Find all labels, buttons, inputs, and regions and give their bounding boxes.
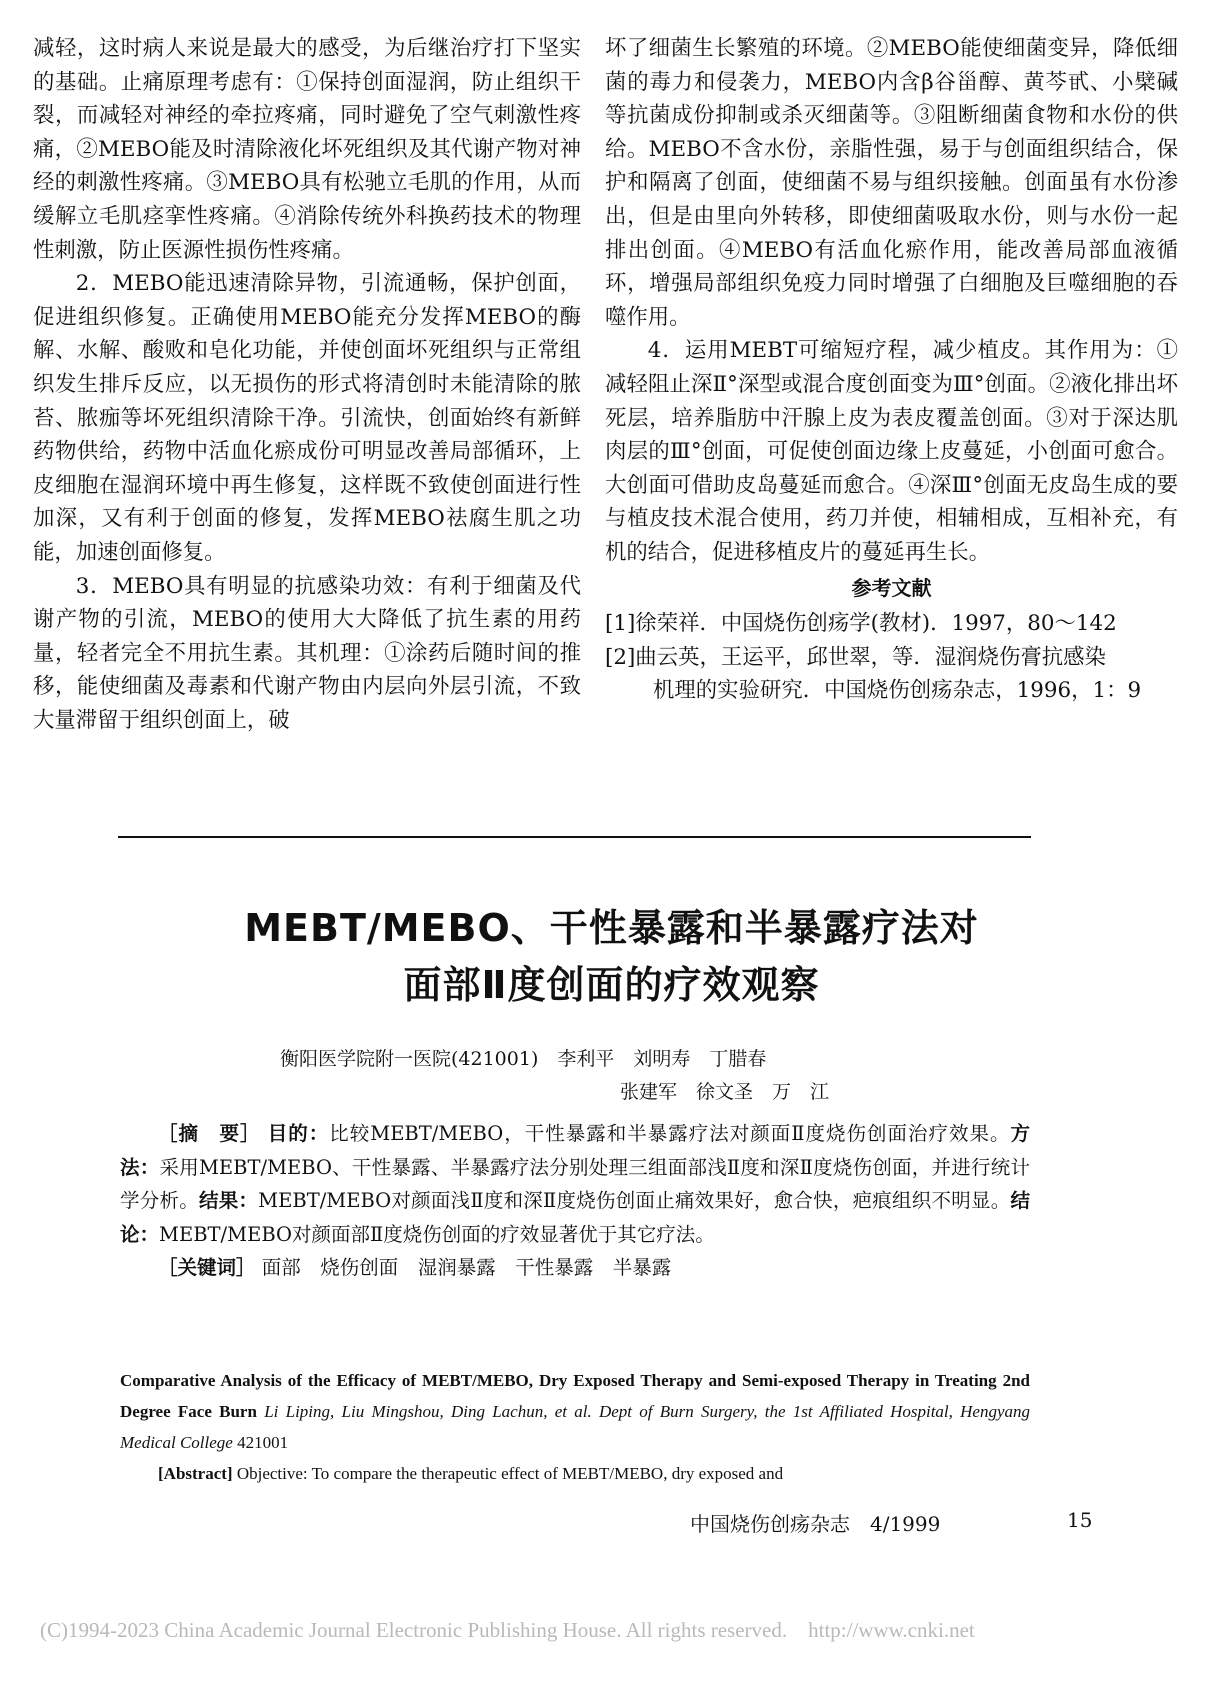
copyright-notice: (C)1994-2023 China Academic Journal Electronic Publishing House. All rights reserved. http://www.cnki.net [40, 1618, 975, 1642]
author-affiliation [280, 1043, 920, 1109]
english-authors: Li Liping, Liu Mingshou, Ding Lachun, et al. [264, 1402, 592, 1421]
article-title [0, 900, 1223, 1014]
conclusion-text: MEBT/MEBO对颜面部Ⅱ度烧伤创面的疗效显著优于其它疗法。 [159, 1222, 715, 1246]
english-dept: Dept of Burn Surgery, the 1st Affiliated Hospital, Hengyang Medical College [120, 1402, 1031, 1452]
english-abstract-body [120, 1458, 1030, 1489]
right-paragraph-1: 坏了细菌生长繁殖的环境。②MEBO能使细菌变异，降低细菌的毒力和侵袭力，MEBO内含β谷甾醇、黄芩甙、小檗碱等抗菌成份抑制或杀灭细菌等。③阻断细菌食物和水份的供给。MEBO不含水份，亲脂性强，易于与创面组织结合，保护和隔离了创面，使细菌不易与组织接触。创面虽有水份渗出，但是由里向外转移，即使细菌吸取水份，则与水份一起排出创面。④MEBO有活血化瘀作用，能改善局部血液循环，增强局部组织免疫力同时增强了白细胞及巨噬细胞的吞噬作用。 [605, 36, 1178, 330]
objective-text: 比较MEBT/MEBO，干性暴露和半暴露疗法对颜面Ⅱ度烧伤创面治疗效果。 [329, 1122, 1011, 1145]
method-label: 方法： [120, 1122, 1030, 1179]
article-title-line-2: 面部Ⅱ度创面的疗效观察 [403, 963, 820, 1007]
left-column [33, 32, 581, 737]
english-abstract-text: Objective: To compare the therapeutic effect of MEBT/MEBO, dry exposed and [236, 1464, 784, 1483]
english-title: Comparative Analysis of the Efficacy of MEBT/MEBO, Dry Exposed Therapy and Semi-exposed Therapy in Treating 2nd Degree Face Burn [120, 1371, 1030, 1421]
article-title-line-1: MEBT/MEBO、干性暴露和半暴露疗法对 [244, 906, 979, 950]
english-header [120, 1365, 1030, 1458]
left-paragraph-3: 3．MEBO具有明显的抗感染功效：有利于细菌及代谢产物的引流，MEBO的使用大大降低了抗生素的用药量，轻者完全不用抗生素。其机理：①涂药后随时间的推移，能使细菌及毒素和代谢产物由内层向外层引流，不致大量滞留于组织创面上，破 [33, 573, 581, 733]
reference-2-continued: 机理的实验研究．中国烧伤创疡杂志，1996，1：9 [653, 678, 1142, 704]
result-label: 结果： [198, 1189, 259, 1212]
journal-footer: 中国烧伤创疡杂志 4/1999 [690, 1512, 941, 1536]
page-number: 15 [1067, 1508, 1093, 1532]
method-text: 采用MEBT/MEBO、干性暴露、半暴露疗法分别处理三组面部浅Ⅱ度和深Ⅱ度烧伤创面，并进行统计学分析。 [120, 1155, 1030, 1212]
keywords-label: ［关键词］ [158, 1256, 256, 1279]
section-divider [118, 836, 1031, 838]
abstract-label: ［摘 要］ [158, 1122, 261, 1145]
result-text: MEBT/MEBO对颜面浅Ⅱ度和深Ⅱ度烧伤创面止痛效果好，愈合快，疤痕组织不明显。 [258, 1189, 1011, 1212]
keywords-row [120, 1251, 1030, 1285]
keywords-text: 面部 烧伤创面 湿润暴露 干性暴露 半暴露 [261, 1256, 672, 1279]
reference-2: [2]曲云英，王运平，邱世翠，等．湿润烧伤膏抗感染 [605, 644, 1106, 670]
references-heading: 参考文献 [851, 575, 932, 600]
english-abstract-label: [Abstract] [158, 1464, 233, 1483]
abstract-body [120, 1117, 1030, 1251]
left-paragraph-2: 2．MEBO能迅速清除异物，引流通畅，保护创面，促进组织修复。正确使用MEBO能充分发挥MEBO的酶解、水解、酸败和皂化功能，并使创面坏死组织与正常组织发生排斥反应，以无损伤的形式将清创时未能清除的脓苔、脓痂等坏死组织清除干净。引流快，创面始终有新鲜药物供给，药物中活血化瘀成份可明显改善局部循环，上皮细胞在湿润环境中再生修复，这样既不致使创面进行性加深，又有利于创面的修复，发挥MEBO祛腐生肌之功能，加速创面修复。 [33, 271, 581, 565]
right-paragraph-2: 4．运用MEBT可缩短疗程，减少植皮。其作用为：①减轻阻止深Ⅱ°深型或混合度创面变为Ⅲ°创面。②液化排出坏死层，培养脂肪中汗腺上皮为表皮覆盖创面。③对于深达肌肉层的Ⅲ°创面，可促使创面边缘上皮蔓延，小创面可愈合。大创面可借助皮岛蔓延而愈合。④深Ⅲ°创面无皮岛生成的要与植皮技术混合使用，药刀并使，相辅相成，互相补充，有机的结合，促进移植皮片的蔓延再生长。 [605, 338, 1178, 565]
english-abstract [120, 1365, 1030, 1489]
left-paragraph-1: 减轻，这时病人来说是最大的感受，为后继治疗打下坚实的基础。止痛原理考虑有：①保持创面湿润，防止组织干裂，而减轻对神经的牵拉疼痛，同时避免了空气刺激性疼痛，②MEBO能及时清除液化坏死组织及其代谢产物对神经的刺激性疼痛。③MEBO具有松驰立毛肌的作用，从而缓解立毛肌痉挛性疼痛。④消除传统外科换药技术的物理性刺激，防止医源性损伤性疼痛。 [33, 36, 581, 263]
right-column [605, 32, 1178, 708]
affiliation-line-1: 衡阳医学院附一医院(421001) 李利平 刘明寿 丁腊春 [280, 1048, 767, 1070]
english-postcode: 421001 [237, 1433, 289, 1452]
objective-label: 目的： [267, 1122, 330, 1145]
conclusion-label: 结论： [120, 1189, 1030, 1246]
reference-1: [1]徐荣祥．中国烧伤创疡学(教材)．1997，80～142 [605, 611, 1117, 637]
affiliation-line-2: 张建军 徐文圣 万 江 [620, 1081, 830, 1103]
abstract-cn [120, 1117, 1030, 1285]
